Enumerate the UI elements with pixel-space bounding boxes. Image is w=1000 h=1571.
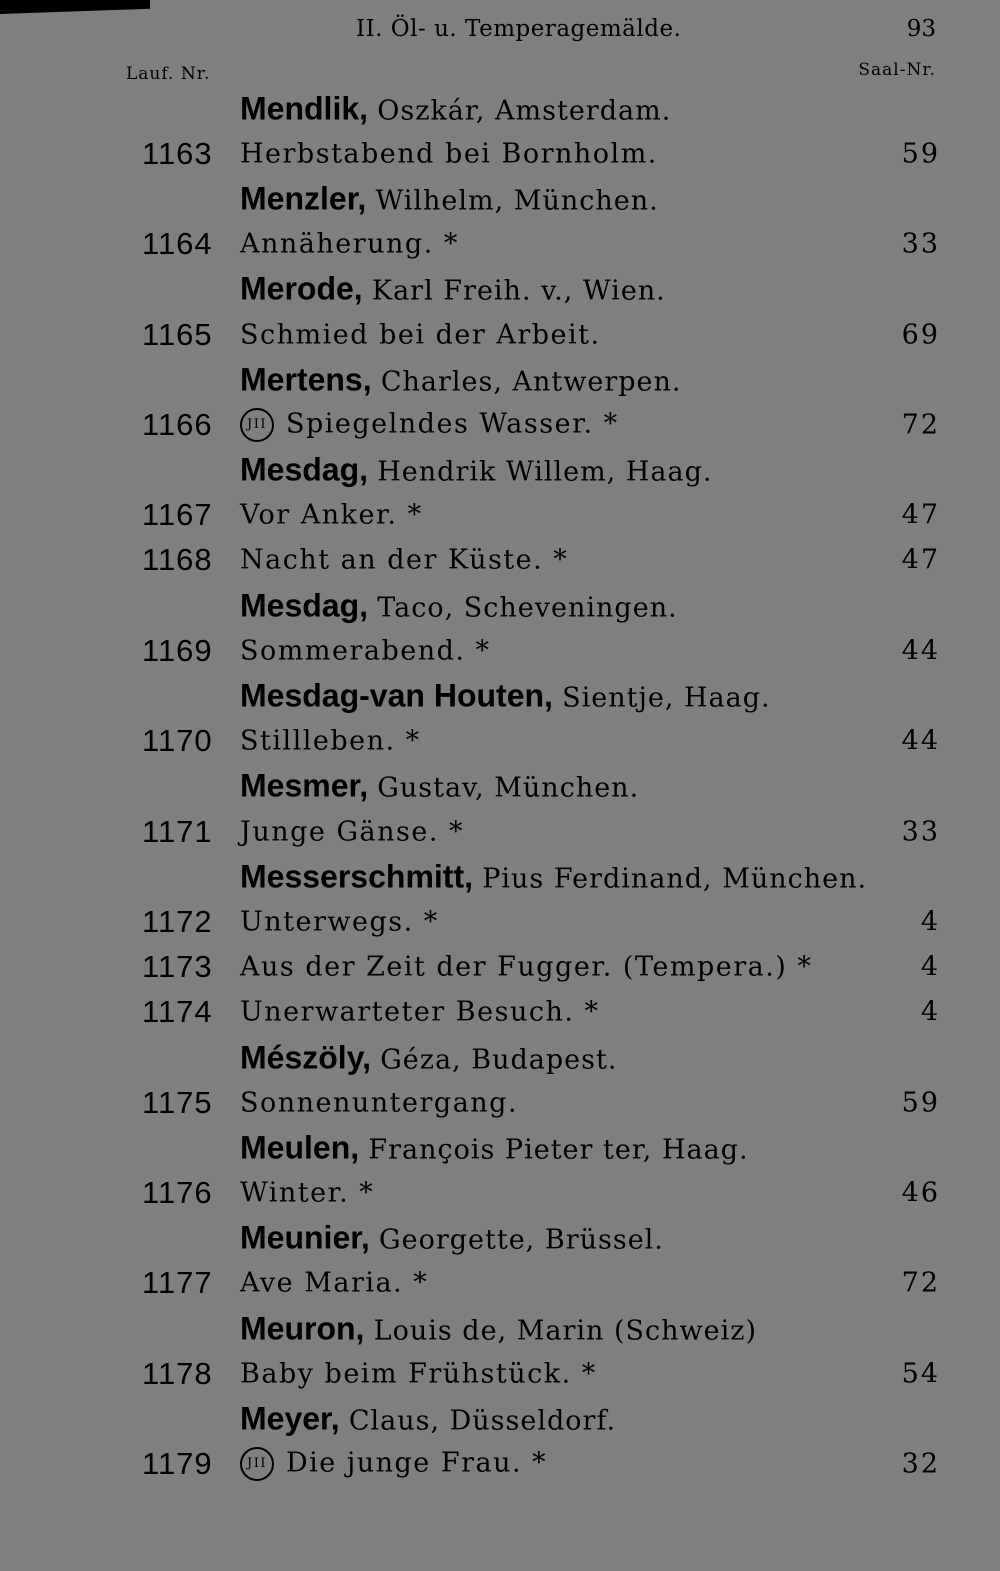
room-number: 46 — [901, 1177, 940, 1209]
entry-number: 1169 — [142, 632, 213, 668]
catalog-entry — [0, 809, 1000, 854]
artist-name — [240, 452, 712, 489]
work-title: Baby beim Frühstück. * — [240, 1358, 597, 1390]
artist-surname: Meuron, — [240, 1310, 365, 1347]
artist-surname: Meyer, — [240, 1400, 340, 1437]
work-title-line — [240, 1268, 428, 1299]
artist-details: Taco, Scheveningen. — [377, 592, 678, 624]
room-number: 4 — [920, 996, 940, 1028]
column-label-saal-nr: Saal-Nr. — [858, 60, 936, 80]
artist-details: Sientje, Haag. — [562, 682, 771, 714]
entry-number: 1164 — [142, 226, 213, 262]
work-title: Die junge Frau. * — [286, 1447, 548, 1479]
artist-heading — [0, 357, 1000, 402]
entry-number: 1166 — [142, 406, 213, 442]
catalog-entry — [0, 1261, 1000, 1306]
illustration-stamp-icon: JII — [240, 1447, 274, 1481]
work-title-line — [240, 726, 421, 757]
artist-details: Wilhelm, München. — [375, 185, 659, 217]
artist-heading — [0, 267, 1000, 312]
entry-number: 1171 — [142, 813, 213, 849]
room-number: 4 — [920, 951, 940, 983]
catalog-entry — [0, 945, 1000, 990]
work-title: Nacht an der Küste. * — [240, 544, 569, 576]
room-number: 4 — [920, 906, 940, 938]
artist-name — [240, 180, 659, 217]
artist-surname: Meunier, — [240, 1219, 370, 1256]
work-title: Schmied bei der Arbeit. — [240, 319, 601, 351]
catalog-entry — [0, 1442, 1000, 1487]
work-title-line — [240, 1447, 547, 1481]
catalog-entry — [0, 628, 1000, 673]
artist-name — [240, 1220, 664, 1257]
entry-number: 1176 — [142, 1175, 213, 1211]
catalog-entry — [0, 493, 1000, 538]
artist-details: Hendrik Willem, Haag. — [377, 456, 713, 488]
work-title-line — [240, 1178, 374, 1209]
artist-heading — [0, 1306, 1000, 1351]
artist-details: François Pieter ter, Haag. — [368, 1134, 749, 1166]
catalog-entry — [0, 222, 1000, 267]
artist-name — [240, 361, 681, 398]
entry-number: 1175 — [142, 1084, 213, 1120]
artist-name — [240, 1310, 757, 1347]
entry-number: 1173 — [142, 949, 213, 985]
column-label-lauf-nr: Lauf. Nr. — [126, 64, 211, 84]
entry-number: 1179 — [142, 1446, 213, 1482]
artist-surname: Mesmer, — [240, 767, 369, 804]
catalog-entry — [0, 1080, 1000, 1125]
work-title: Aus der Zeit der Fugger. (Tempera.) * — [240, 951, 813, 983]
artist-details: Karl Freih. v., Wien. — [371, 275, 666, 307]
artist-heading — [0, 583, 1000, 628]
artist-name — [240, 1129, 749, 1166]
artist-heading — [0, 1216, 1000, 1261]
artist-details: Oszkár, Amsterdam. — [377, 95, 672, 127]
artist-surname: Menzler, — [240, 180, 367, 217]
work-title-line — [240, 816, 464, 847]
catalog-entry — [0, 312, 1000, 357]
work-title-line — [240, 635, 491, 666]
entry-number: 1165 — [142, 316, 213, 352]
work-title: Ave Maria. * — [240, 1267, 429, 1299]
work-title-line — [240, 997, 600, 1028]
artist-heading — [0, 854, 1000, 899]
work-title: Stillleben. * — [240, 725, 421, 757]
artist-surname: Mészöly, — [240, 1039, 371, 1076]
work-title: Sommerabend. * — [240, 635, 491, 667]
artist-details: Géza, Budapest. — [380, 1044, 618, 1076]
artist-details: Charles, Antwerpen. — [380, 366, 682, 398]
room-number: 72 — [901, 1267, 940, 1299]
entry-number: 1174 — [142, 994, 213, 1030]
work-title: Junge Gänse. * — [240, 816, 465, 848]
catalog-entry — [0, 131, 1000, 176]
work-title-line — [240, 1358, 597, 1389]
artist-details: Pius Ferdinand, München. — [482, 863, 868, 895]
catalog-entry — [0, 1171, 1000, 1216]
catalog-entry — [0, 538, 1000, 583]
artist-details: Georgette, Brüssel. — [379, 1224, 664, 1256]
room-number: 72 — [901, 409, 940, 441]
entry-number: 1163 — [142, 135, 213, 171]
entry-number: 1170 — [142, 723, 213, 759]
work-title-line — [240, 952, 812, 983]
artist-surname: Mesdag-van Houten, — [240, 677, 553, 714]
artist-name — [240, 271, 666, 308]
catalog-entry — [0, 990, 1000, 1035]
entry-number: 1178 — [142, 1355, 213, 1391]
artist-name — [240, 587, 678, 624]
artist-name — [240, 90, 671, 127]
room-number: 33 — [901, 816, 940, 848]
work-title: Vor Anker. * — [240, 499, 423, 531]
artist-surname: Messerschmitt, — [240, 858, 473, 895]
artist-heading — [0, 86, 1000, 131]
work-title-line — [240, 138, 658, 169]
artist-heading — [0, 448, 1000, 493]
room-number: 47 — [901, 499, 940, 531]
artist-surname: Merode, — [240, 270, 363, 307]
page-number: 93 — [906, 16, 936, 42]
artist-surname: Mesdag, — [240, 587, 369, 624]
artist-heading — [0, 1125, 1000, 1170]
catalog-entry — [0, 1351, 1000, 1396]
artist-details: Louis de, Marin (Schweiz) — [373, 1315, 758, 1347]
artist-name — [240, 1401, 616, 1438]
artist-surname: Meulen, — [240, 1129, 360, 1166]
work-title: Winter. * — [240, 1177, 375, 1209]
work-title: Annäherung. * — [240, 228, 459, 260]
work-title: Spiegelndes Wasser. * — [286, 408, 619, 440]
catalog-entry — [0, 402, 1000, 447]
artist-heading — [0, 764, 1000, 809]
work-title: Unterwegs. * — [240, 906, 439, 938]
work-title-line — [240, 545, 568, 576]
work-title-line — [240, 408, 619, 442]
artist-surname: Mendlik, — [240, 90, 369, 127]
room-number: 44 — [901, 635, 940, 667]
running-head: II. Öl- u. Temperagemälde. — [356, 16, 682, 42]
work-title: Unerwarteter Besuch. * — [240, 996, 600, 1028]
room-number: 59 — [901, 138, 940, 170]
entry-number: 1172 — [142, 903, 213, 939]
entry-number: 1177 — [142, 1265, 213, 1301]
work-title: Sonnenuntergang. — [240, 1087, 519, 1119]
artist-details: Claus, Düsseldorf. — [348, 1405, 617, 1437]
entry-number: 1168 — [142, 542, 213, 578]
room-number: 59 — [901, 1087, 940, 1119]
room-number: 47 — [901, 544, 940, 576]
work-title-line — [240, 1087, 518, 1118]
artist-name — [240, 678, 771, 715]
room-number: 69 — [901, 319, 940, 351]
artist-heading — [0, 176, 1000, 221]
artist-surname: Mesdag, — [240, 451, 369, 488]
illustration-stamp-icon: JII — [240, 408, 274, 442]
artist-details: Gustav, München. — [377, 772, 640, 804]
artist-heading — [0, 673, 1000, 718]
catalog-entry — [0, 719, 1000, 764]
artist-heading — [0, 1396, 1000, 1441]
artist-heading — [0, 1035, 1000, 1080]
work-title: Herbstabend bei Bornholm. — [240, 138, 658, 170]
room-number: 32 — [901, 1448, 940, 1480]
artist-name — [240, 768, 639, 805]
catalog-entry — [0, 899, 1000, 944]
work-title-line — [240, 500, 423, 531]
catalog-entries — [0, 86, 1000, 1487]
room-number: 54 — [901, 1358, 940, 1390]
work-title-line — [240, 319, 601, 350]
work-title-line — [240, 906, 439, 937]
artist-name — [240, 1039, 617, 1076]
room-number: 44 — [901, 725, 940, 757]
artist-surname: Mertens, — [240, 361, 372, 398]
work-title-line — [240, 229, 459, 260]
artist-name — [240, 858, 867, 895]
room-number: 33 — [901, 228, 940, 260]
entry-number: 1167 — [142, 497, 213, 533]
